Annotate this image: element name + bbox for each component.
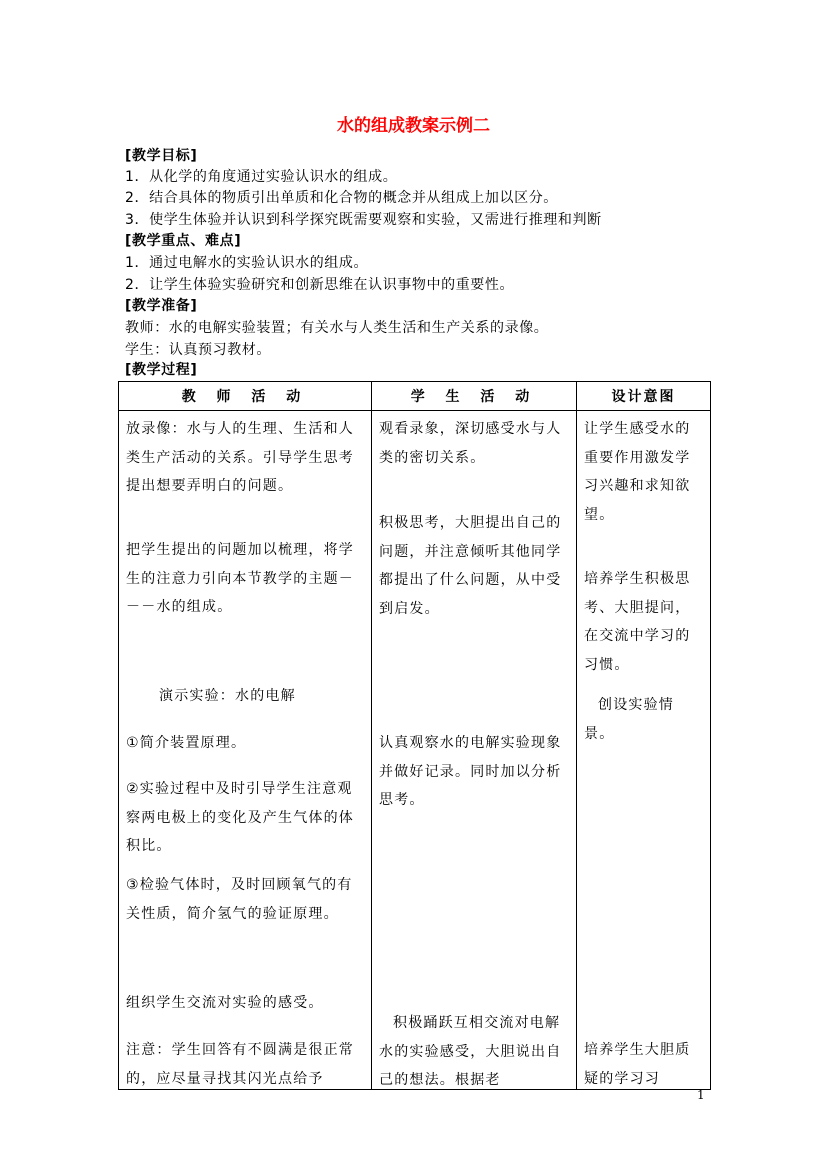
prep-heading: [教学准备] bbox=[125, 298, 198, 314]
design-intent-cell bbox=[577, 411, 711, 1090]
header-teacher-activity: 教 师 活 动 bbox=[119, 382, 372, 411]
goal-item: 2．结合具体的物质引出单质和化合物的概念并从组成上加以区分。 bbox=[125, 190, 558, 206]
table-header-row bbox=[119, 382, 711, 411]
teacher-paragraph: ②实验过程中及时引导学生注意观察两电极上的变化及产生气体的体积比。 bbox=[126, 781, 354, 854]
student-paragraph: 观看录象，深切感受水与人类的密切关系。 bbox=[379, 421, 562, 466]
design-paragraph: 培养学生积极思考、大胆提问，在交流中学习的习惯。 bbox=[584, 571, 691, 673]
teacher-paragraph: 把学生提出的问题加以梳理，将学生的注意力引向本节教学的主题－－－水的组成。 bbox=[126, 542, 354, 615]
goal-item: 3．使学生体验并认识到科学探究既需要观察和实验，又需进行推理和判断 bbox=[125, 212, 602, 228]
goal-item: 1．从化学的角度通过实验认识水的组成。 bbox=[125, 169, 398, 185]
header-student-activity: 学 生 活 动 bbox=[372, 382, 577, 411]
teaching-process-table bbox=[118, 381, 711, 1090]
key-item: 1．通过电解水的实验认识水的组成。 bbox=[125, 255, 369, 271]
process-heading: [教学过程] bbox=[125, 362, 198, 378]
teacher-paragraph: 组织学生交流对实验的感受。 bbox=[126, 995, 324, 1011]
goals-heading: [教学目标] bbox=[125, 148, 198, 164]
teacher-paragraph: ③检验气体时，及时回顾氧气的有关性质，简介氢气的验证原理。 bbox=[126, 877, 353, 922]
student-paragraph: 积极踊跃互相交流对电解水的实验感受，大胆说出自己的想法。根据老 bbox=[379, 1015, 562, 1088]
student-activity-cell bbox=[372, 411, 577, 1090]
page-number: 1 bbox=[697, 1088, 705, 1102]
prep-item: 教师：水的电解实验装置；有关水与人类生活和生产关系的录像。 bbox=[125, 320, 549, 336]
key-item: 2．让学生体验实验研究和创新思维在认识事物中的重要性。 bbox=[125, 277, 515, 293]
teacher-activity-cell bbox=[119, 411, 372, 1090]
teacher-paragraph: 演示实验：水的电解 bbox=[159, 688, 296, 704]
prep-item: 学生：认真预习教材。 bbox=[125, 342, 271, 358]
teacher-paragraph: 注意：学生回答有不圆满是很正常的，应尽量寻找其闪光点给予 bbox=[126, 1042, 354, 1087]
design-paragraph: 培养学生大胆质疑的学习习 bbox=[584, 1042, 691, 1087]
teacher-paragraph: ①简介装置原理。 bbox=[126, 735, 247, 751]
design-paragraph: 让学生感受水的重要作用激发学习兴趣和求知欲望。 bbox=[584, 421, 691, 523]
teacher-paragraph: 放录像：水与人的生理、生活和人类生产活动的关系。引导学生思考提出想要弄明白的问题。 bbox=[126, 421, 354, 494]
key-heading: [教学重点、难点] bbox=[125, 233, 242, 249]
design-paragraph: 创设实验情景。 bbox=[584, 697, 674, 742]
document-title: 水的组成教案示例二 bbox=[337, 116, 490, 136]
table-row bbox=[119, 411, 711, 1090]
student-paragraph: 积极思考，大胆提出自己的问题，并注意倾听其他同学都提出了什么问题，从中受到启发。 bbox=[379, 515, 562, 617]
header-design-intent: 设计意图 bbox=[577, 382, 711, 411]
student-paragraph: 认真观察水的电解实验现象并做好记录。同时加以分析思考。 bbox=[379, 735, 562, 808]
